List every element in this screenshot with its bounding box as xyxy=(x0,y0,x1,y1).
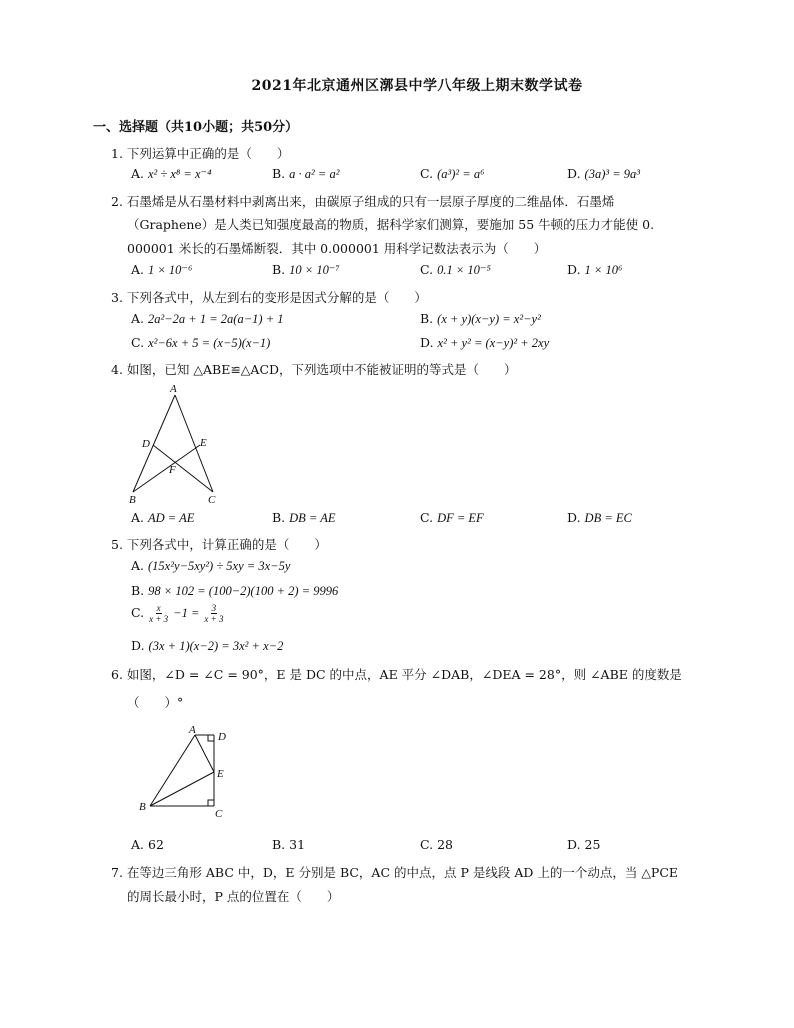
label-e: E xyxy=(217,768,224,780)
option-label: D. xyxy=(567,262,581,277)
section-heading: 一、选择题（共10小题；共50分） xyxy=(93,120,299,135)
q2-stem-line1: 2. 石墨烯是从石墨材料中剥离出来，由碳原子组成的只有一层原子厚度的二维晶体．石墨烯 xyxy=(111,194,615,209)
q4-option-c[interactable] xyxy=(420,510,484,526)
option-text: 1 × 10⁶ xyxy=(584,263,623,277)
right-angle-d xyxy=(208,735,214,741)
option-label: A. xyxy=(131,311,145,326)
option-label: C. xyxy=(420,262,434,277)
q2-option-c[interactable] xyxy=(420,262,491,278)
q1-stem: 1. 下列运算中正确的是（ ） xyxy=(111,146,290,161)
q2-stem-line3: 000001 米长的石墨烯断裂．其中 0.000001 用科学记数法表示为（ ） xyxy=(127,241,547,256)
q5-option-a[interactable] xyxy=(131,558,290,574)
option-text: 31 xyxy=(289,837,306,852)
option-text: 28 xyxy=(437,837,453,852)
q5-option-c[interactable] xyxy=(131,603,224,624)
option-label: B. xyxy=(272,166,286,181)
q1-option-d[interactable] xyxy=(567,166,640,182)
q2-option-d[interactable] xyxy=(567,262,622,278)
q7-stem-line1: 7. 在等边三角形 ABC 中，D，E 分别是 BC，AC 的中点，点 P 是线段 AD 上的一个动点，当 △PCE xyxy=(111,865,679,880)
option-text: (x + y)(x−y) = x²−y² xyxy=(437,312,541,326)
q2-stem-line2: （Graphene）是人类已知强度最高的物质，据科学家们测算，要施加 55 牛顿的压力才能使 0. xyxy=(127,217,655,232)
option-label: D. xyxy=(567,510,581,525)
option-label: A. xyxy=(131,262,145,277)
label-a: A xyxy=(170,383,177,395)
option-text: (15x²y−5xy²) ÷ 5xy = 3x−5y xyxy=(148,559,291,573)
q1-option-a[interactable] xyxy=(131,166,211,182)
right-angle-c xyxy=(208,800,214,806)
q6-option-d[interactable] xyxy=(567,837,600,852)
option-label: D. xyxy=(131,638,145,653)
option-text: (a³)² = a⁶ xyxy=(437,167,485,181)
option-label: B. xyxy=(272,262,286,277)
option-text: DB = EC xyxy=(584,511,632,525)
option-text: DF = EF xyxy=(437,511,484,525)
q6-option-a[interactable] xyxy=(131,837,164,852)
label-d: D xyxy=(142,438,150,450)
option-text: x²−6x + 5 = (x−5)(x−1) xyxy=(148,336,271,350)
option-text: AD = AE xyxy=(148,511,195,525)
q4-option-b[interactable] xyxy=(272,510,336,526)
segment-ba xyxy=(150,735,195,806)
q6-stem-line1: 6. 如图，∠D = ∠C = 90°，E 是 DC 的中点，AE 平分 ∠DAB，∠DEA = 28°，则 ∠ABE 的度数是 xyxy=(111,667,682,682)
q6-option-c[interactable] xyxy=(420,837,453,852)
fraction-right: $\frac{3}{x + 3}$ xyxy=(204,603,224,624)
q4-option-d[interactable] xyxy=(567,510,632,526)
q1-option-b[interactable] xyxy=(272,166,339,182)
option-text: 62 xyxy=(148,837,164,852)
option-label: B. xyxy=(131,583,145,598)
q2-option-b[interactable] xyxy=(272,262,340,278)
label-c: C xyxy=(208,494,216,505)
option-label: C. xyxy=(131,335,145,350)
option-label: C. xyxy=(131,605,145,620)
q3-option-d[interactable] xyxy=(420,335,549,351)
q3-option-a[interactable] xyxy=(131,311,284,327)
option-text: (3x + 1)(x−2) = 3x² + x−2 xyxy=(148,639,284,653)
q3-option-b[interactable] xyxy=(420,311,541,327)
option-label: D. xyxy=(420,335,434,350)
option-text: x² ÷ x⁸ = x⁻⁴ xyxy=(148,167,212,181)
option-text: 0.1 × 10⁻⁵ xyxy=(437,263,491,277)
label-b: B xyxy=(139,801,146,813)
option-text: x² + y² = (x−y)² + 2xy xyxy=(437,336,550,350)
q5-option-d[interactable] xyxy=(131,638,283,654)
q4-triangle-figure xyxy=(120,380,230,505)
q3-stem: 3. 下列各式中，从左到右的变形是因式分解的是（ ） xyxy=(111,290,427,305)
option-text: (3a)³ = 9a³ xyxy=(584,167,641,181)
option-label: B. xyxy=(272,837,286,852)
option-text: a · a² = a² xyxy=(289,167,340,181)
q3-option-c[interactable] xyxy=(131,335,270,351)
q6-quadrilateral-figure xyxy=(130,722,240,822)
option-label: B. xyxy=(272,510,286,525)
fraction-left: $\frac{x}{x + 3}$ xyxy=(149,603,169,624)
q6-option-b[interactable] xyxy=(272,837,305,852)
option-label: C. xyxy=(420,166,434,181)
option-text: 25 xyxy=(584,837,601,852)
option-text: 10 × 10⁻⁷ xyxy=(289,263,340,277)
option-label: A. xyxy=(131,166,145,181)
option-label: C. xyxy=(420,510,434,525)
q5-stem: 5. 下列各式中，计算正确的是（ ） xyxy=(111,537,327,552)
label-b: B xyxy=(129,494,136,505)
option-text: DB = AE xyxy=(289,511,336,525)
option-text: 1 × 10⁻⁶ xyxy=(148,263,193,277)
q4-option-a[interactable] xyxy=(131,510,194,526)
option-label: D. xyxy=(567,166,581,181)
label-e: E xyxy=(200,437,207,449)
q4-stem: 4. 如图，已知 △ABE≌△ACD，下列选项中不能被证明的等式是（ ） xyxy=(111,362,517,377)
label-c: C xyxy=(215,808,223,820)
label-d: D xyxy=(218,731,226,743)
option-text: 2a²−2a + 1 = 2a(a−1) + 1 xyxy=(148,312,284,326)
option-label: B. xyxy=(420,311,434,326)
option-label: A. xyxy=(131,558,145,573)
q6-stem-line2: （ ）° xyxy=(127,695,184,710)
page-title: 2021年北京通州区漷县中学八年级上期末数学试卷 xyxy=(251,78,583,94)
segment-be xyxy=(150,772,214,806)
option-label: A. xyxy=(131,510,145,525)
q1-option-c[interactable] xyxy=(420,166,484,182)
option-text: −1 = xyxy=(173,606,200,620)
option-label: C. xyxy=(420,837,434,852)
option-label: D. xyxy=(567,837,581,852)
option-label: A. xyxy=(131,837,145,852)
q2-option-a[interactable] xyxy=(131,262,192,278)
label-a: A xyxy=(189,724,196,736)
option-text: 98 × 102 = (100−2)(100 + 2) = 9996 xyxy=(148,584,339,598)
q7-stem-line2: 的周长最小时，P 点的位置在（ ） xyxy=(127,889,340,904)
q5-option-b[interactable] xyxy=(131,583,338,599)
label-f: F xyxy=(169,464,176,476)
